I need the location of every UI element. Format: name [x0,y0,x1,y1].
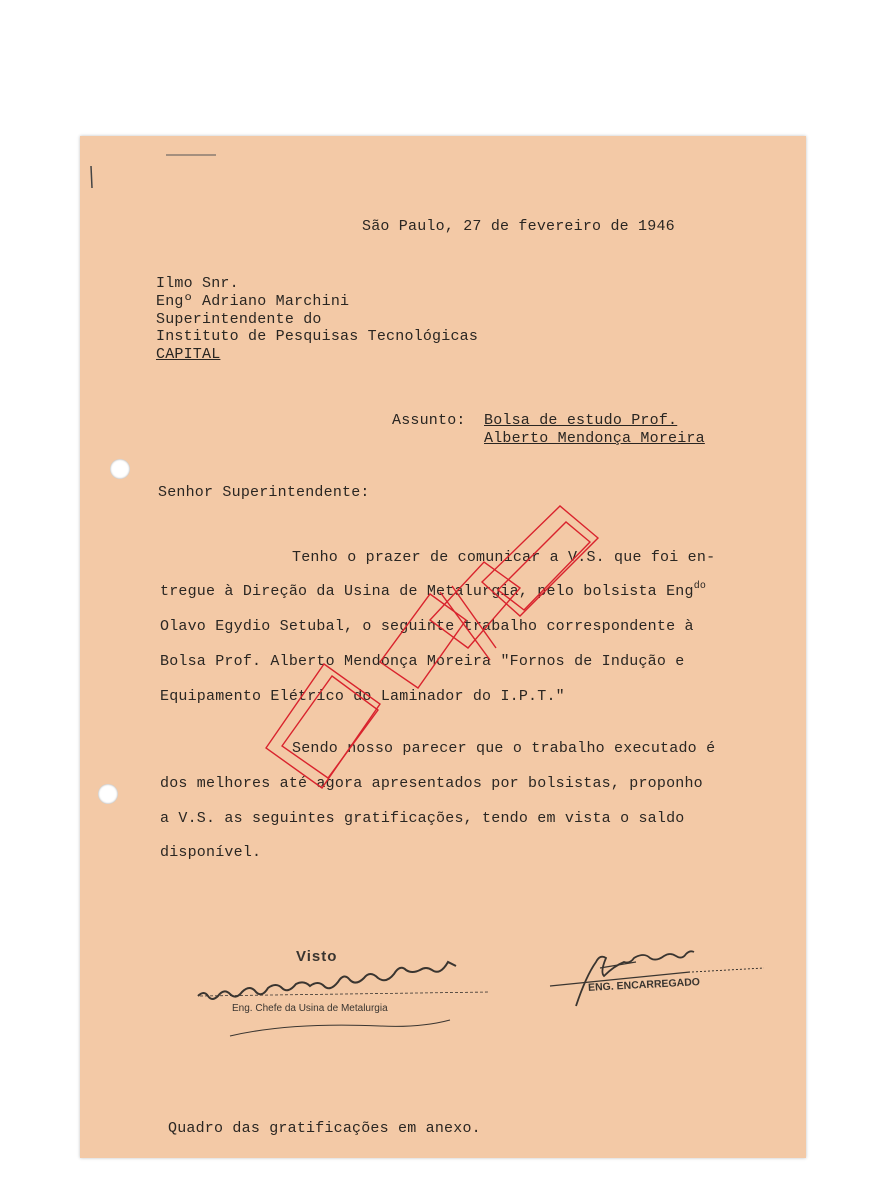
paragraph-1-line-5: Equipamento Elétrico do Laminador do I.P.T." [160,688,565,705]
recipient-line-2: Engº Adriano Marchini [156,293,350,310]
recipient-line-1: Ilmo Snr. [156,275,239,292]
visto-label: Visto [296,948,338,965]
paragraph-2-line-2: dos melhores até agora apresentados por bolsistas, proponho [160,775,703,792]
paragraph-1-line-4: Bolsa Prof. Alberto Mendonça Moreira "Fornos de Indução e [160,653,685,670]
subject-line-2: Alberto Mendonça Moreira [484,430,705,447]
paragraph-1-line-2: tregue à Direção da Usina de Metalurgia, pelo bolsista Eng$^{do}$ [160,581,707,600]
letter-page [80,136,806,1158]
paragraph-1-line-1: Tenho o prazer de comunicar a V.S. que foi en- [292,549,716,566]
salutation: Senhor Superintendente: [158,484,370,501]
recipient-line-3: Superintendente do [156,311,322,328]
subject-label: Assunto: [392,412,466,429]
left-signature [198,962,490,1036]
date-line: São Paulo, 27 de fevereiro de 1946 [362,218,675,235]
marks-overlay [80,136,806,1158]
recipient-city: CAPITAL [156,346,221,363]
left-signature-caption: Eng. Chefe da Usina de Metalurgia [232,1003,388,1014]
right-signature-caption: ENG. ENCARREGADO [587,976,701,994]
paragraph-2-line-4: disponível. [160,844,262,861]
paragraph-2-line-3: a V.S. as seguintes gratificações, tendo em vista o saldo [160,810,685,827]
right-signature [550,951,764,1006]
red-stamp [266,506,598,788]
footer-note: Quadro das gratificações em anexo. [168,1120,481,1137]
superscript-do: do [693,581,707,592]
subject-line-1: Bolsa de estudo Prof. [484,412,678,429]
pencil-tick-mark [91,166,92,188]
paragraph-2-line-1: Sendo nosso parecer que o trabalho executado é [292,740,716,757]
paragraph-1-line-3: Olavo Egydio Setubal, o seguinte trabalho correspondente à [160,618,694,635]
recipient-line-4: Instituto de Pesquisas Tecnológicas [156,328,479,345]
